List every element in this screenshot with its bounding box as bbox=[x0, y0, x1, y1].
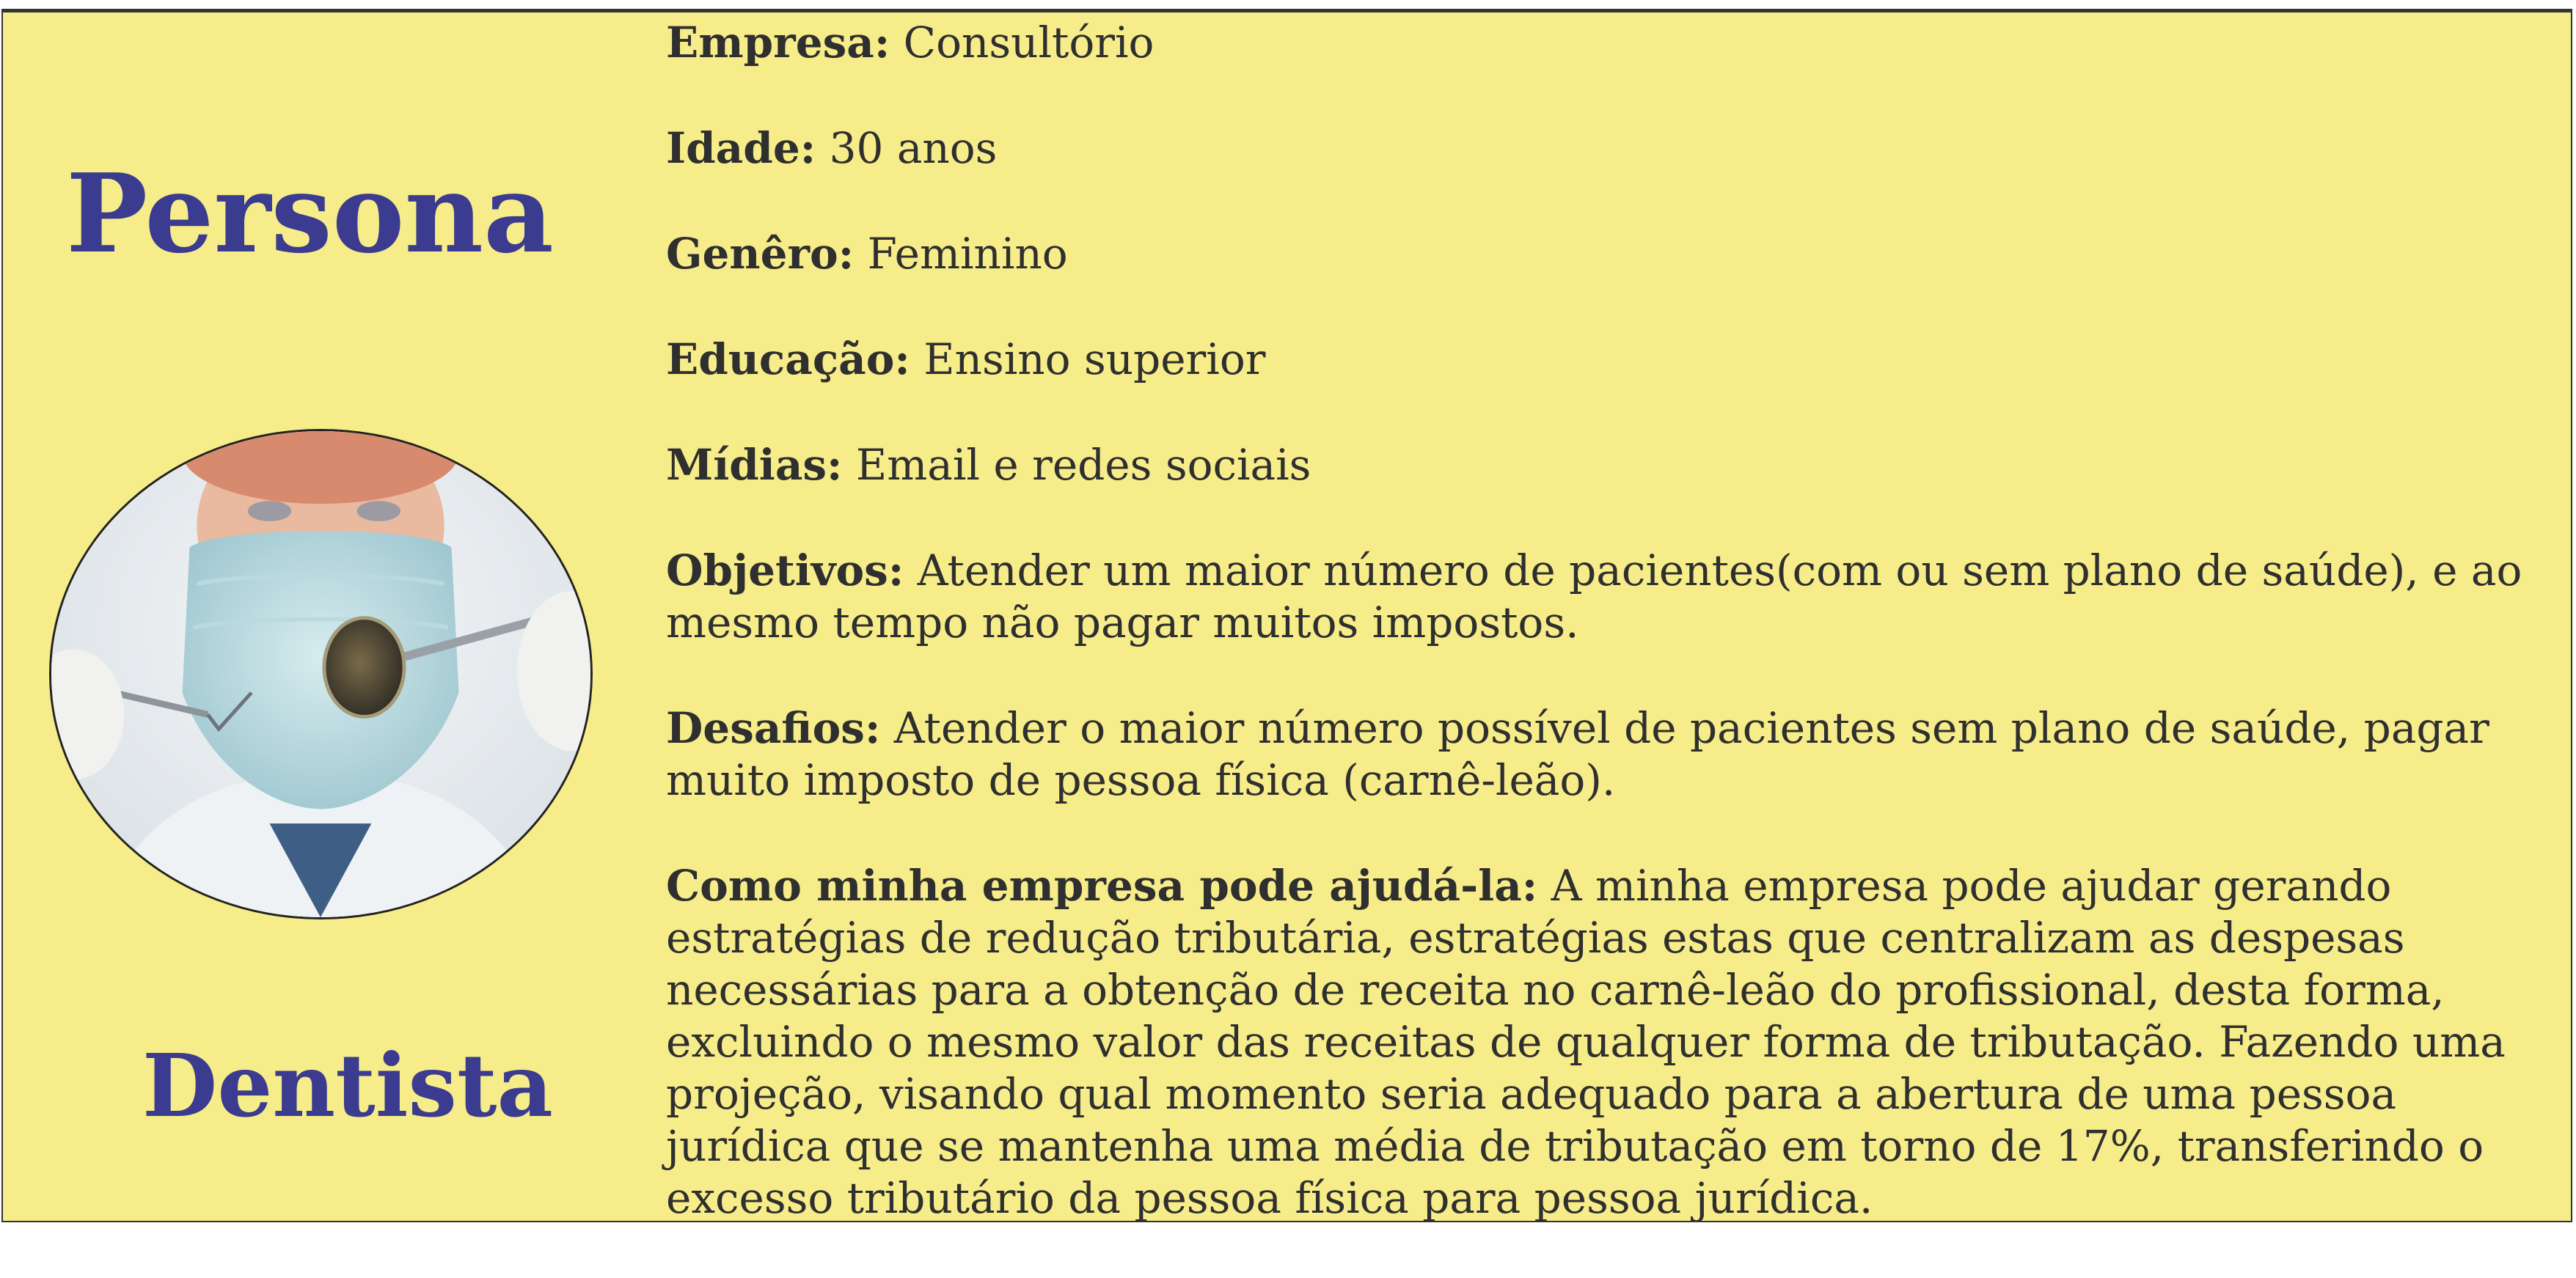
dentist-photo bbox=[49, 429, 593, 919]
dentist-illustration bbox=[51, 431, 590, 917]
field-ajuda bbox=[666, 860, 2558, 1224]
field-value: Ensino superior bbox=[910, 334, 1266, 384]
field-label: Genêro: bbox=[666, 229, 855, 279]
field-empresa bbox=[666, 17, 2558, 69]
field-label: Mídias: bbox=[666, 440, 843, 490]
field-value: Email e redes sociais bbox=[842, 440, 1311, 490]
field-educacao bbox=[666, 334, 2558, 386]
field-value: 30 anos bbox=[816, 123, 998, 173]
field-value: Feminino bbox=[854, 229, 1068, 279]
field-idade bbox=[666, 122, 2558, 175]
field-label: Como minha empresa pode ajudá-la: bbox=[666, 861, 1538, 911]
persona-fields bbox=[666, 17, 2558, 1278]
field-label: Empresa: bbox=[666, 18, 890, 67]
field-objetivos bbox=[666, 545, 2558, 649]
field-genero bbox=[666, 228, 2558, 280]
field-value: A minha empresa pode ajudar gerando estratégias de redução tributária, estratégias estas que centralizam as despesas necessárias para a obtenção de receita no carnê-leão do profissional, desta forma, excluindo o mesmo valor das receitas de qualquer forma de tributação. Fazendo uma projeção, visando qual momento seria adequado para a abertura de uma pessoa jurídica que se mantenha uma média de tributação em torno de 17%, transferindo o excesso tributário da pessoa física para pessoa jurídica. bbox=[666, 861, 2506, 1223]
persona-card bbox=[1, 9, 2572, 1222]
field-value: Atender o maior número possível de pacientes sem plano de saúde, pagar muito imposto de pessoa física (carnê-leão). bbox=[666, 703, 2489, 805]
field-label: Idade: bbox=[666, 123, 816, 173]
field-value: Consultório bbox=[890, 18, 1155, 67]
field-label: Educação: bbox=[666, 334, 910, 384]
persona-heading: Persona bbox=[66, 150, 554, 277]
field-value: Atender um maior número de pacientes(com ou sem plano de saúde), e ao mesmo tempo não pagar muitos impostos. bbox=[666, 546, 2522, 647]
field-label: Desafios: bbox=[666, 703, 881, 753]
field-label: Objetivos: bbox=[666, 546, 904, 595]
persona-role: Dentista bbox=[142, 1035, 553, 1136]
field-desafios bbox=[666, 702, 2558, 807]
field-midias bbox=[666, 439, 2558, 491]
